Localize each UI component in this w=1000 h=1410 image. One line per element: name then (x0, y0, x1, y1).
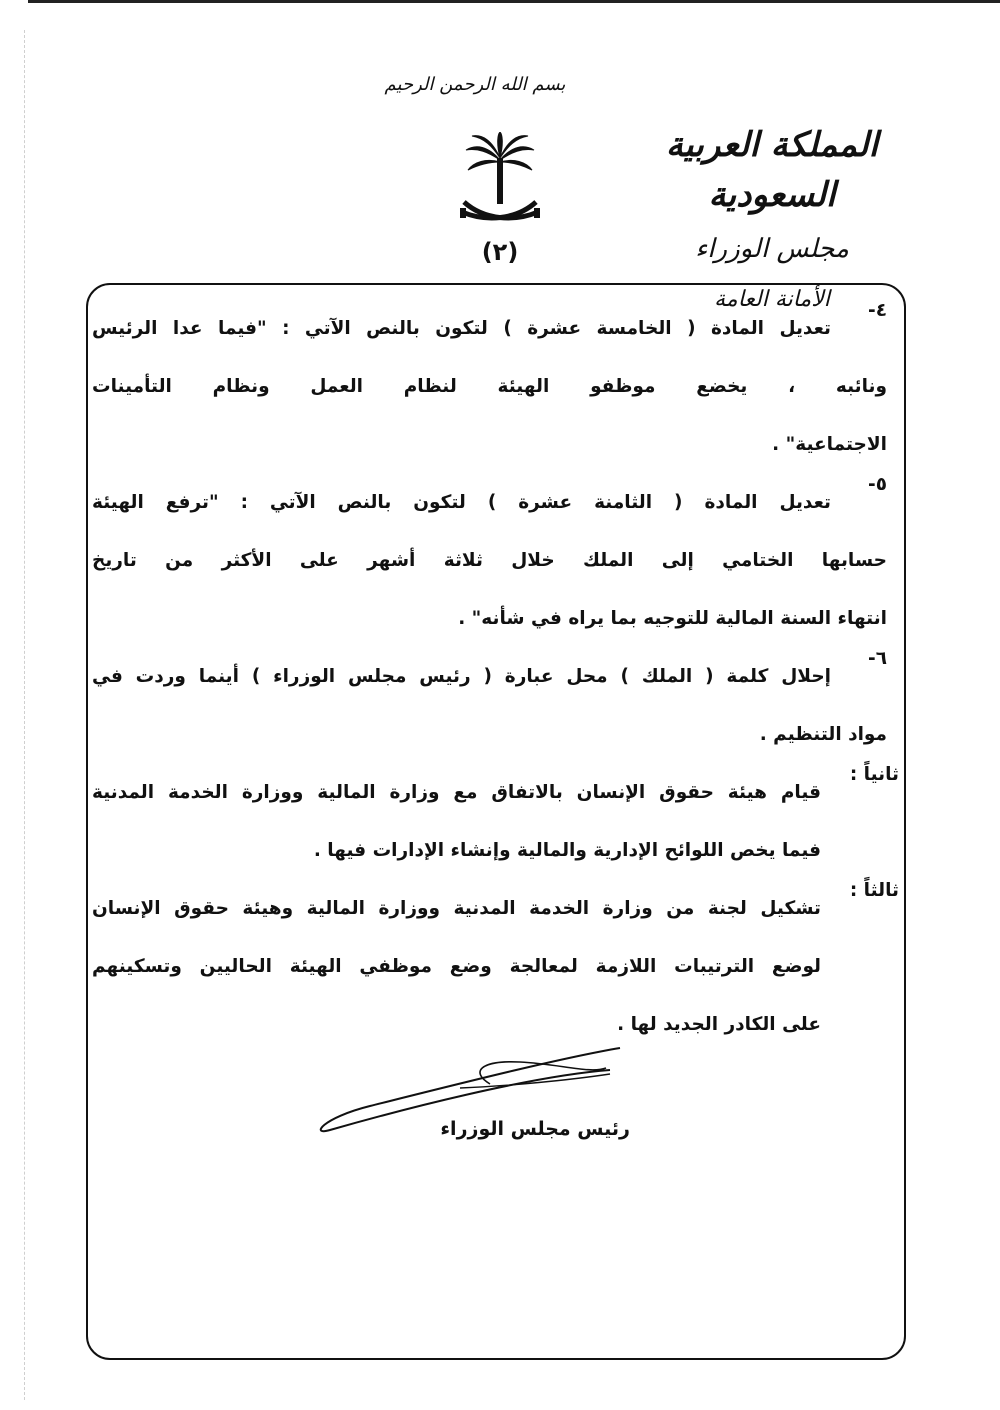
signatory-title: رئيس مجلس الوزراء (440, 1118, 630, 1140)
page-number: (٢) (481, 238, 519, 266)
section-label: ثالثاً : (849, 880, 899, 901)
council-name: مجلس الوزراء (695, 234, 849, 264)
section-second (92, 764, 899, 880)
item-line: إحلال كلمة ( الملك ) محل عبارة ( رئيس مجلس الوزراء ) أينما وردت في (92, 666, 831, 687)
section-line: على الكادر الجديد لها . (617, 1014, 821, 1035)
amendment-item-5 (92, 474, 887, 532)
basmala: بسم الله الرحمن الرحيم (384, 74, 566, 95)
item-line: الاجتماعية" . (772, 434, 887, 455)
section-line: تشكيل لجنة من وزارة الخدمة المدنية ووزارة المالية وهيئة حقوق الإنسان (92, 898, 821, 919)
amendment-item-6 (92, 648, 887, 706)
item-line: حسابها الختامي إلى الملك خلال ثلاثة أشهر على الأكثر من تاريخ (92, 550, 887, 571)
letterhead (0, 0, 1000, 312)
item-line: تعديل المادة ( الخامسة عشرة ) لتكون بالنص الآتي : "فيما عدا الرئيس (92, 318, 831, 339)
item-number: ٤- (868, 300, 887, 321)
amendment-item-4 (92, 300, 887, 358)
item-line: ونائبه ، يخضع موظفو الهيئة لنظام العمل ونظام التأمينات (92, 376, 887, 397)
saudi-emblem-icon (458, 132, 542, 232)
secretariat-name: الأمانة العامة (714, 287, 830, 312)
section-line: لوضع الترتيبات اللازمة لمعالجة وضع موظفي الهيئة الحاليين وتسكينهم (92, 956, 821, 977)
item-number: ٦- (868, 648, 887, 669)
section-line: قيام هيئة حقوق الإنسان بالاتفاق مع وزارة المالية ووزارة الخدمة المدنية (92, 782, 821, 803)
item-line: انتهاء السنة المالية للتوجيه بما يراه في شأنه" . (458, 608, 887, 629)
item-line: تعديل المادة ( الثامنة عشرة ) لتكون بالنص الآتي : "ترفع الهيئة (92, 492, 831, 513)
section-label: ثانياً : (849, 764, 899, 785)
section-line: فيما يخص اللوائح الإدارية والمالية وإنشاء الإدارات فيها . (313, 840, 821, 861)
item-number: ٥- (868, 474, 887, 495)
decision-text (92, 300, 899, 1054)
item-line: مواد التنظيم . (759, 724, 887, 745)
kingdom-name: المملكة العربية السعودية (665, 125, 879, 215)
section-third (92, 880, 899, 1054)
